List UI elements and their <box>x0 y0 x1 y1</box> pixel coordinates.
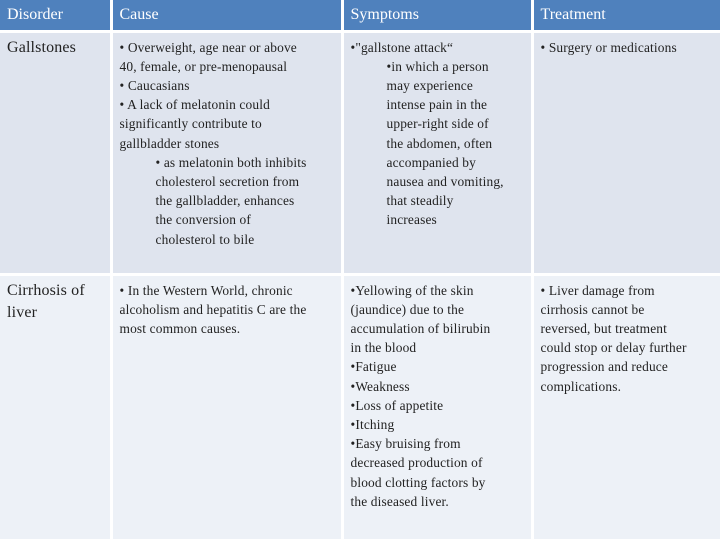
table-row-gallstones <box>0 31 720 274</box>
symptom-line: •Weakness <box>350 378 410 394</box>
cause-cell <box>111 274 342 540</box>
treatment-line: reversed, but treatment <box>540 320 668 336</box>
header-disorder: Disorder <box>0 0 111 31</box>
treatment-cell <box>532 31 720 274</box>
treatment-line: cirrhosis cannot be <box>540 301 645 317</box>
cause-subline: • as melatonin both inhibits <box>155 154 307 170</box>
symptom-subline: •in which a person <box>386 58 489 74</box>
cause-cell <box>111 31 342 274</box>
symptom-subline: that steadily <box>386 193 454 209</box>
symptom-line: accumulation of bilirubin <box>350 320 491 336</box>
symptom-line: blood clotting factors by <box>350 474 486 490</box>
symptom-line: •Itching <box>350 416 395 432</box>
cause-subline: the conversion of <box>155 212 252 228</box>
symptom-line: (jaundice) due to the <box>350 301 465 317</box>
cause-subline: the gallbladder, enhances <box>155 193 295 209</box>
disorder-name: liver <box>7 303 38 321</box>
symptom-line: decreased production of <box>350 455 483 471</box>
symptom-line: •Yellowing of the skin <box>350 282 474 298</box>
disorder-cell <box>0 274 111 540</box>
disorder-name: Cirrhosis of <box>7 281 85 299</box>
treatment-line: • Liver damage from <box>540 282 655 298</box>
symptom-subline: upper-right side of <box>386 116 489 132</box>
treatment-line: could stop or delay further <box>540 340 687 356</box>
header-row <box>0 0 720 31</box>
cause-line: 40, female, or pre-menopausal <box>119 58 288 74</box>
cause-line: • In the Western World, chronic <box>119 282 293 298</box>
symptoms-cell <box>342 31 532 274</box>
symptom-subline: accompanied by <box>386 154 476 170</box>
header-cause: Cause <box>111 0 342 31</box>
header-symptoms: Symptoms <box>342 0 532 31</box>
cause-line: • A lack of melatonin could <box>119 97 270 113</box>
disorder-name: Gallstones <box>7 38 77 56</box>
symptom-subline: may experience <box>386 77 473 93</box>
treatment-line: progression and reduce <box>540 359 668 375</box>
cause-subline: cholesterol secretion from <box>155 173 300 189</box>
symptom-subline: nausea and vomiting, <box>386 173 504 189</box>
cause-line: alcoholism and hepatitis C are the <box>119 301 307 317</box>
symptom-line: •"gallstone attack“ <box>350 39 454 55</box>
cause-line: significantly contribute to <box>119 116 262 132</box>
table-row-cirrhosis <box>0 274 720 540</box>
disorder-cell <box>0 31 111 274</box>
symptom-line: •Loss of appetite <box>350 397 444 413</box>
cause-line: gallbladder stones <box>119 135 220 151</box>
header-treatment: Treatment <box>532 0 720 31</box>
cause-line: • Overweight, age near or above <box>119 39 297 55</box>
treatment-line: • Surgery or medications <box>540 39 677 55</box>
cause-line: • Caucasians <box>119 77 190 93</box>
symptom-line: in the blood <box>350 340 417 356</box>
cause-subline: cholesterol to bile <box>155 231 255 247</box>
symptom-subline: the abdomen, often <box>386 135 493 151</box>
symptom-line: •Easy bruising from <box>350 436 461 452</box>
symptoms-cell <box>342 274 532 540</box>
treatment-line: complications. <box>540 378 622 394</box>
symptom-subline: intense pain in the <box>386 97 488 113</box>
symptom-line: the diseased liver. <box>350 493 449 509</box>
cause-line: most common causes. <box>119 320 241 336</box>
symptom-line: •Fatigue <box>350 359 397 375</box>
symptom-subline: increases <box>386 212 437 228</box>
treatment-cell <box>532 274 720 540</box>
